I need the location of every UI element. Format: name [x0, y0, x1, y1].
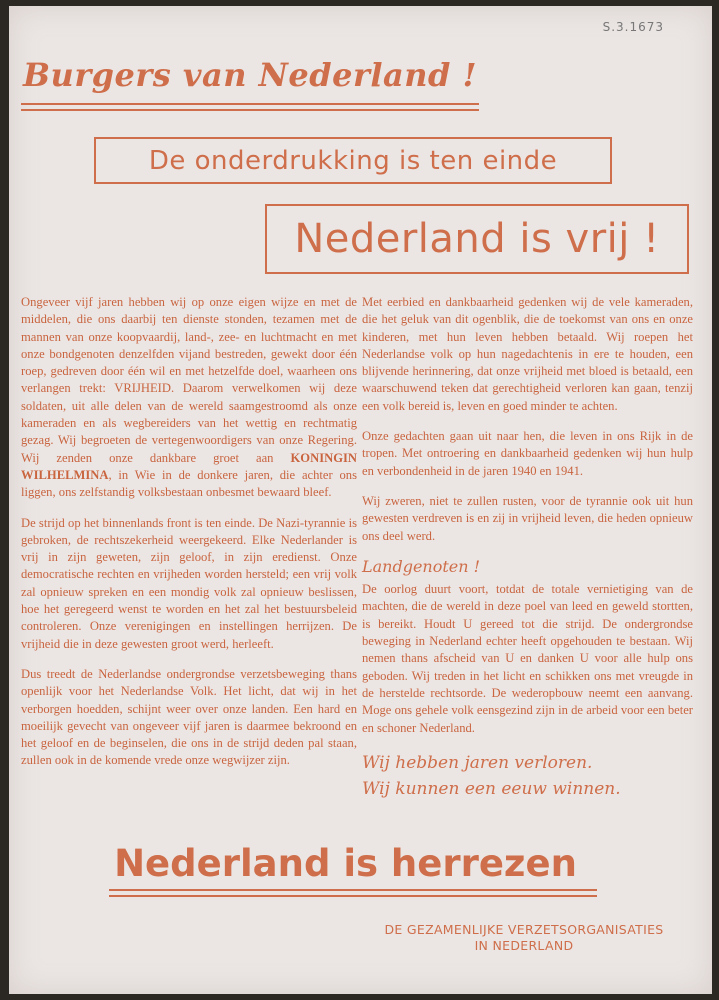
signature-line-2: IN NEDERLAND — [474, 938, 574, 953]
queen-name: KONINGIN WILHELMINA — [21, 450, 357, 482]
netherlands-free-box: Nederland is vrij ! — [265, 204, 689, 274]
closing-headline: Nederland is herrezen — [114, 842, 577, 885]
right-paragraph-3: Wij zweren, niet te zullen rusten, voor de tyrannie ook uit hun gewesten verdreven is en zij in vrijheid leven, die heden opnieuw ons deel werd. — [362, 493, 693, 543]
right-paragraph-1: Met eerbied en dankbaarheid gedenken wij de vele kameraden, die het geluk van dit ogenblik, die de toekomst van ons en onze kinderen, met hun leven hebben betaald. Wij roepen het Nederlandse volk op hun nagedachtenis in ere te houden, een blijvende herinnering, dat onze vrijheid met bloed is betaald, een waarschuwend teken dat gerechtigheid verloren kan gaan, tenzij een volk bereid is, leven en goed minder te achten. — [362, 295, 693, 413]
greeting-rule-bottom — [21, 109, 479, 111]
left-column — [21, 294, 357, 783]
archive-mark: S.3.1673 — [602, 20, 664, 34]
slogan-line-2: Wij kunnen een eeuw winnen. — [362, 778, 621, 799]
right-paragraph-2: Onze gedachten gaan uit naar hen, die leven in ons Rijk in de tropen. Met ontroering en dankbaarheid gedenken wij hun hulp en verbondenheid in de jaren 1940 en 1941. — [362, 429, 693, 478]
slogan-line-1: Wij hebben jaren verloren. — [362, 752, 593, 773]
right-column — [362, 294, 693, 802]
oppression-ended-box: De onderdrukking is ten einde — [94, 137, 612, 184]
landgenoten-heading: Landgenoten ! — [362, 556, 481, 576]
greeting-rule-top — [21, 103, 479, 105]
right-paragraph-4: De oorlog duurt voort, totdat de totale vernietiging van de machten, die de wereld in deze poel van leed en geweld stortten, is bereikt. Houdt U gereed tot die strijd. De ondergrondse beweging in Nederland echter heeft opgehouden te bestaan. Wij nemen thans afscheid van U en danken U voor alle hulp ons geboden. Wij treden in het licht en schikken ons met vreugde in de herstelde rechtsorde. De wederopbouw neemt een aanvang. Moge ons gehele volk eensgezind zijn in de arbeid voor een beter en schoner Nederland. — [362, 582, 693, 735]
greeting-heading: Burgers van Nederland ! — [23, 56, 478, 94]
closing-rule-bottom — [109, 895, 597, 897]
closing-rule-top — [109, 889, 597, 891]
left-paragraph-2: De strijd op het binnenlands front is ten einde. De Nazi-tyrannie is gebroken, de rechtszekerheid weergekeerd. Elke Nederlander is vrij in zijn geweten, zijn geloof, in zijn eredienst. Onze democratische rechten en vrijheden worden hersteld; een vrij volk zal opnieuw spreken en een mondig volk zal opnieuw beslissen, hoe het geregeerd wenst te worden en het zal het bestuursbeleid controleren. Onze verenigingen en instellingen herrijzen. De vrijheid die in deze gewesten groot werd, herleeft. — [21, 515, 357, 651]
signature-line-1: DE GEZAMENLIJKE VERZETSORGANISATIES — [384, 922, 664, 937]
left-paragraph-3: Dus treedt de Nederlandse ondergrondse verzetsbeweging thans openlijk voor het Nederlandse Volk. Het licht, dat wij in het verborgen hoedden, schijnt weer over onze landen. Een hard en moeilijk gevecht van ongeveer vijf jaren is daarmee bekroond en het geloof en de beginselen, die ons in de strijd deden pal staan, zullen ook in de komende vrede onze wegwijzer zijn. — [21, 666, 357, 768]
poster-sheet — [9, 6, 712, 994]
left-paragraph-1: Ongeveer vijf jaren hebben wij op onze eigen wijze en met de middelen, die ons daarbij ten dienste stonden, tezamen met de mannen van onze koopvaardij, land-, zee- en luchtmacht en met onze bondgenoten denzelfden vijand bestreden, gewekt door één roep, gedreven door één wil en met hetzelfde doel, waarheen ons verlangen trekt: VRIJHEID. Daarom verwelkomen wij deze soldaten, uit alle delen van de wereld saamgestroomd als onze kameraden en als wegbereiders van het wettig en rechtmatig gezag. Wij begroeten de vertegenwoordigers van onze Regering. Wij zenden onze dankbare groet aan KONINGIN WILHELMINA, in Wie in de donkere jaren, die achter ons liggen, ons zelfstandig volksbestaan onbesmet bewaard bleef. — [21, 295, 357, 500]
signature — [359, 922, 689, 954]
